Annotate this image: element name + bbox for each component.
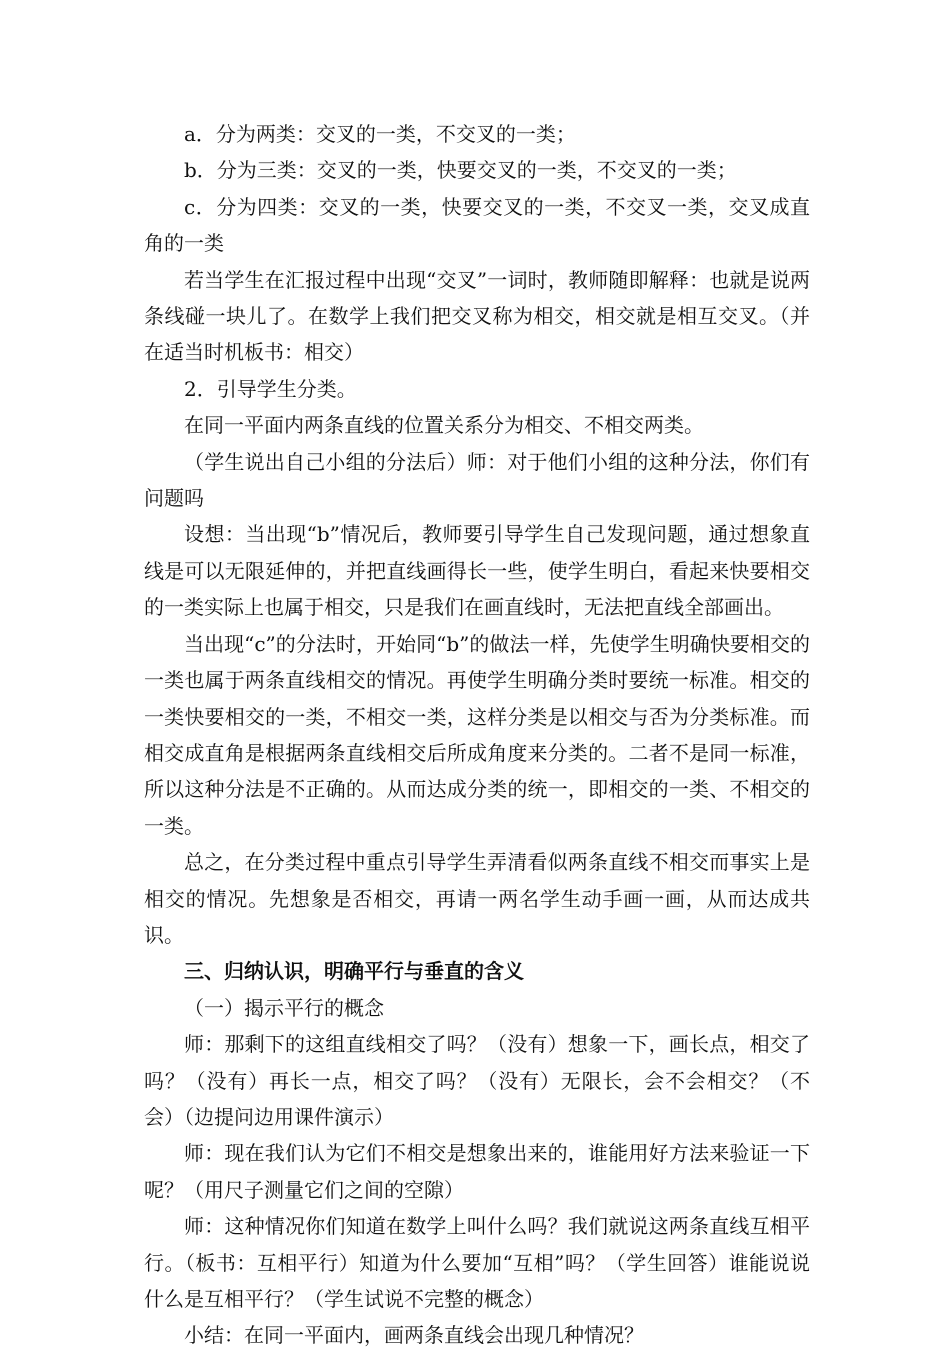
paragraph-c-method: 当出现“c”的分法时，开始同“b”的做法一样，先使学生明确快要相交的一类也属于两条直线相交的情况。再使学生明确分类时要统一标准。相交的一类快要相交的一类，不相交一类，这样分类是以相交与否为分类标准。而相交成直角是根据两条直线相交后所成角度来分类的。二者不是同一标准，所以这种分法是不正确的。从而达成分类的统一，即相交的一类、不相交的一类。	[144, 631, 810, 838]
subsection-heading: （一）揭示平行的概念	[184, 995, 384, 1020]
paragraph-summary: 总之，在分类过程中重点引导学生弄清看似两条直线不相交而事实上是相交的情况。先想象是否相交，再请一两名学生动手画一画，从而达成共识。	[144, 850, 810, 947]
paragraph-c: c．分为四类：交叉的一类，快要交叉的一类，不交叉一类，交叉成直角的一类	[144, 194, 810, 256]
paragraph-teacher-3: 师：这种情况你们知道在数学上叫什么吗？我们就说这两条直线互相平行。（板书：互相平行）知道为什么要加“互相”吗？（学生回答）谁能说说什么是互相平行？（学生试说不完整的概念）	[144, 1214, 810, 1311]
paragraph-teacher-2: 师：现在我们认为它们不相交是想象出来的，谁能用好方法来验证一下呢？（用尺子测量它们之间的空隙）	[144, 1141, 810, 1202]
paragraph-question: （学生说出自己小组的分法后）师：对于他们小组的这种分法，你们有问题吗	[144, 449, 810, 511]
paragraph-b: b．分为三类：交叉的一类，快要交叉的一类，不交叉的一类；	[184, 158, 737, 183]
paragraph-explanation: 若当学生在汇报过程中出现“交叉”一词时，教师随即解释：也就是说两条线碰一块儿了。在数学上我们把交叉称为相交，相交就是相互交叉。（并在适当时机板书：相交）	[144, 267, 810, 365]
step-2-heading: 2．引导学生分类。	[184, 376, 357, 401]
section-heading: 三、归纳认识，明确平行与垂直的含义	[184, 959, 524, 984]
paragraph-conclusion: 小结：在同一平面内，画两条直线会出现几种情况？	[184, 1323, 644, 1348]
paragraph-a: a．分为两类：交叉的一类，不交叉的一类；	[184, 122, 576, 146]
paragraph-teacher-1: 师：那剩下的这组直线相交了吗？（没有）想象一下，画长点，相交了吗？（没有）再长一点，相交了吗？（没有）无限长，会不会相交？（不会）（边提问边用课件演示）	[144, 1032, 810, 1129]
paragraph-relation: 在同一平面内两条直线的位置关系分为相交、不相交两类。	[184, 413, 704, 438]
paragraph-assumption: 设想：当出现“b”情况后，教师要引导学生自己发现问题，通过想象直线是可以无限延伸的，并把直线画得长一些，使学生明白，看起来快要相交的一类实际上也属于相交，只是我们在画直线时，无法把直线全部画出。	[144, 522, 810, 620]
document-page	[144, 116, 810, 1354]
